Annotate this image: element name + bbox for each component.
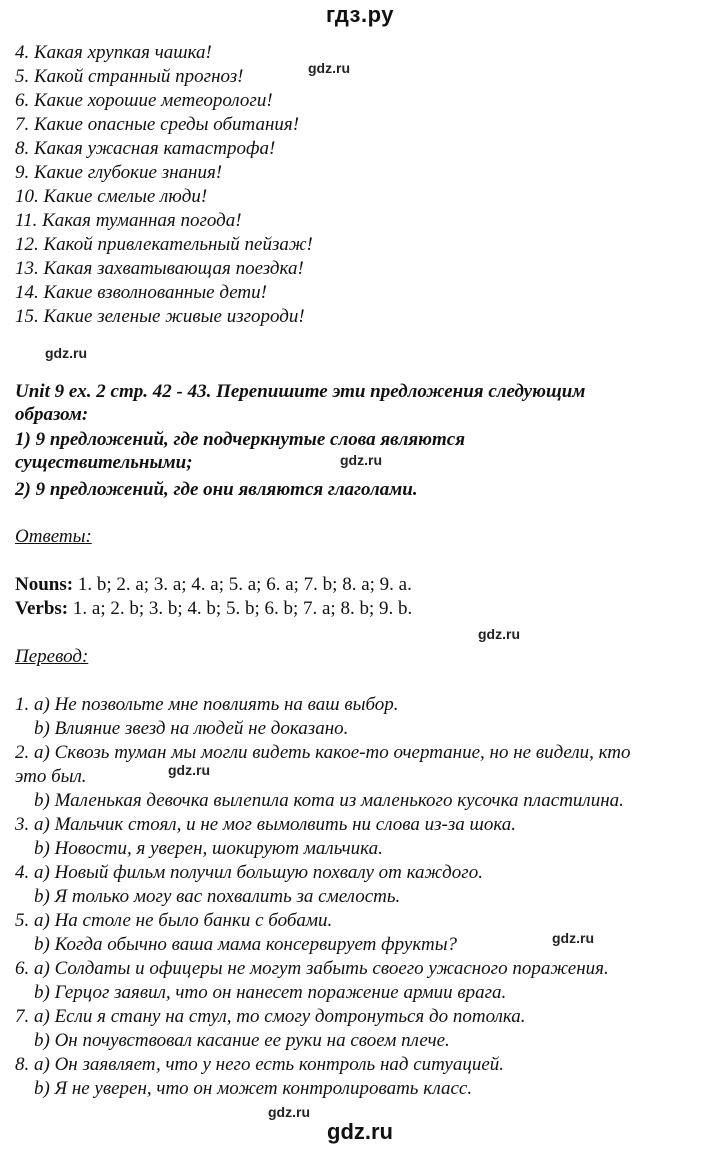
translation-line: 3. a) Мальчик стоял, и не мог вымолвить ни слова из-за шока. [15, 814, 517, 835]
exclamation-line: 8. Какая ужасная катастрофа! [15, 138, 276, 159]
translation-line: 5. a) На столе не было банки с бобами. [15, 910, 333, 931]
exclamation-line: 6. Какие хорошие метеорологи! [15, 90, 273, 111]
exclamation-line: 12. Какой привлекательный пейзаж! [15, 234, 313, 255]
translation-heading: Перевод: [15, 646, 89, 667]
translation-line: 6. a) Солдаты и офицеры не могут забыть своего ужасного поражения. [15, 958, 609, 979]
watermark: gdz.ru [308, 60, 350, 76]
translation-line: 2. a) Сквозь туман мы могли видеть какое-то очертание, но не видели, кто [15, 742, 631, 763]
translation-line: b) Новости, я уверен, шокируют мальчика. [34, 838, 383, 859]
verbs-value: 1. a; 2. b; 3. b; 4. b; 5. b; 6. b; 7. a; 8. b; 9. b. [68, 598, 413, 619]
exclamation-line: 10. Какие смелые люди! [15, 186, 208, 207]
watermark: gdz.ru [478, 626, 520, 642]
translation-line: это был. [15, 766, 87, 787]
translation-line: b) Маленькая девочка вылепила кота из маленького кусочка пластилина. [34, 790, 624, 811]
translation-line: 8. a) Он заявляет, что у него есть контроль над ситуацией. [15, 1054, 505, 1075]
translation-line: b) Герцог заявил, что он нанесет поражение армии врага. [34, 982, 507, 1003]
translation-line: b) Я не уверен, что он может контролировать класс. [34, 1078, 473, 1099]
task-heading-line: образом: [15, 404, 89, 425]
exclamation-line: 11. Какая туманная погода! [15, 210, 242, 231]
site-header: гдз.ру [326, 2, 394, 27]
exclamation-line: 15. Какие зеленые живые изгороди! [15, 306, 305, 327]
exclamation-line: 14. Какие взволнованные дети! [15, 282, 267, 303]
translation-line: 4. a) Новый фильм получил большую похвалу от каждого. [15, 862, 483, 883]
exclamation-line: 13. Какая захватывающая поездка! [15, 258, 304, 279]
site-footer: gdz.ru [327, 1119, 393, 1144]
translation-line: 1. a) Не позвольте мне повлиять на ваш выбор. [15, 694, 399, 715]
watermark: gdz.ru [268, 1104, 310, 1120]
exclamation-line: 4. Какая хрупкая чашка! [15, 42, 212, 63]
translation-line: b) Я только могу вас похвалить за смелость. [34, 886, 401, 907]
task-heading-line: 2) 9 предложений, где они являются глаголами. [15, 479, 418, 500]
answers-heading: Ответы: [15, 526, 92, 547]
translation-line: b) Когда обычно ваша мама консервирует фрукты? [34, 934, 458, 955]
task-heading-line: существительными; [15, 452, 193, 473]
exclamation-line: 9. Какие глубокие знания! [15, 162, 223, 183]
translation-line: 7. a) Если я стану на стул, то смогу дотронуться до потолка. [15, 1006, 526, 1027]
exclamation-line: 5. Какой странный прогноз! [15, 66, 244, 87]
exclamation-line: 7. Какие опасные среды обитания! [15, 114, 300, 135]
nouns-answer [15, 574, 412, 596]
watermark: gdz.ru [168, 762, 210, 778]
translation-line: b) Он почувствовал касание ее руки на своем плече. [34, 1030, 450, 1051]
task-heading-line: Unit 9 ex. 2 стр. 42 - 43. Перепишите эти предложения следующим [15, 381, 586, 402]
translation-line: b) Влияние звезд на людей не доказано. [34, 718, 349, 739]
task-heading-line: 1) 9 предложений, где подчеркнутые слова являются [15, 429, 466, 450]
verbs-answer [15, 598, 412, 620]
nouns-value: 1. b; 2. a; 3. a; 4. a; 5. a; 6. a; 7. b; 8. a; 9. a. [73, 574, 412, 595]
nouns-label: Nouns: [15, 574, 74, 595]
verbs-label: Verbs: [15, 598, 69, 619]
watermark: gdz.ru [552, 930, 594, 946]
watermark: gdz.ru [340, 452, 382, 468]
watermark: gdz.ru [45, 345, 87, 361]
